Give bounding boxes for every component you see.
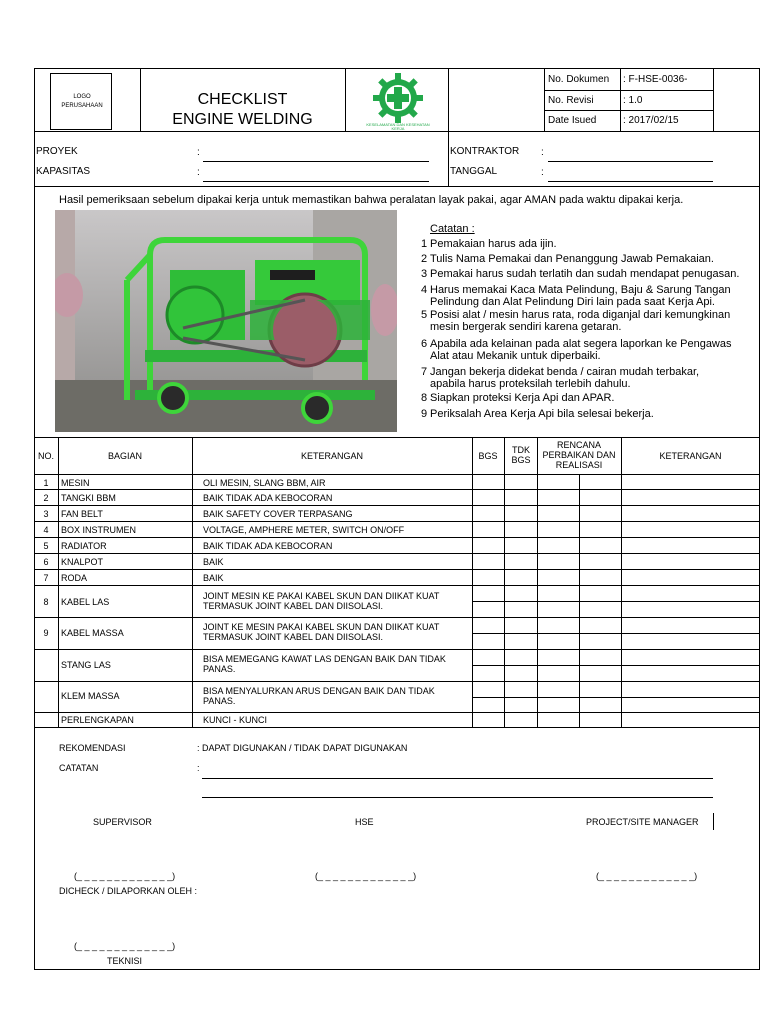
header-rencana: RENCANA PERBAIKAN DAN REALISASI [542,440,616,470]
rekomendasi-label: REKOMENDASI [59,743,126,753]
teknisi-signature[interactable]: (_ _ _ _ _ _ _ _ _ _ _ _ _) [74,941,176,951]
row-keterangan: BISA MENYALURKAN ARUS DENGAN BAIK DAN TIDAK PANAS. [203,686,435,706]
hse-signature[interactable]: (_ _ _ _ _ _ _ _ _ _ _ _ _) [315,871,417,881]
proyek-field[interactable] [203,161,429,162]
proyek-label: PROYEK [36,146,78,157]
catatan-colon: : [197,763,200,773]
row-no: 3 [43,509,49,519]
intro-text: Hasil pemeriksaan sebelum dipakai kerja untuk memastikan bahwa peralatan layak pakai, agar AMAN pada waktu dipakai kerja. [59,194,684,206]
row-bagian: KNALPOT [61,557,104,567]
rekomendasi-options[interactable]: : DAPAT DIGUNAKAN / TIDAK DAPAT DIGUNAKAN [197,743,408,753]
catatan-line-1[interactable] [202,778,713,779]
row-keterangan: JOINT KE MESIN PAKAI KABEL SKUN DAN DIIKAT KUAT TERMASUK JOINT KABEL DAN DIISOLASI. [203,622,440,642]
date-issued-label: Date Isued [548,115,597,126]
doc-number-value: : F-HSE-0036- [623,74,688,85]
note-text: Siapkan proteksi Kerja Api dan APAR. [430,392,615,404]
form-title-line1: CHECKLIST [197,91,288,108]
kapasitas-label: KAPASITAS [36,166,91,177]
revision-label: No. Revisi [548,95,594,106]
row-bagian: KABEL LAS [61,597,110,607]
doc-number-label: No. Dokumen [548,74,610,85]
logo-text: LOGO PERUSAHAAN [61,94,103,109]
row-keterangan: KUNCI - KUNCI [203,715,268,725]
kapasitas-colon: : [197,167,200,178]
emblem-caption: KESELAMATAN DAN KESEHATAN KERJA [366,122,430,131]
note-number: 1 [421,238,428,250]
note-number: 7 [421,366,428,378]
note-item [421,408,737,420]
row-no: 8 [43,597,49,607]
manager-signature[interactable]: (_ _ _ _ _ _ _ _ _ _ _ _ _) [596,871,698,881]
note-number: 3 [421,268,428,280]
row-no: 9 [43,628,49,638]
header-keterangan: KETERANGAN [300,451,363,461]
note-number: 5 [421,309,428,321]
kontraktor-field[interactable] [548,161,713,162]
row-no: 6 [43,557,49,567]
row-keterangan: OLI MESIN, SLANG BBM, AIR [203,478,326,488]
note-number: 6 [421,338,428,350]
kontraktor-label: KONTRAKTOR [450,146,520,157]
note-number: 9 [421,408,428,420]
header-keterangan-2: KETERANGAN [659,451,722,461]
note-text: Periksalah Area Kerja Api bila selesai bekerja. [430,408,654,420]
note-item [421,338,737,362]
note-item [421,268,761,280]
row-bagian: BOX INSTRUMEN [61,525,137,535]
header-bgs: BGS [478,451,498,461]
note-number: 8 [421,392,428,404]
row-no: 2 [43,493,49,503]
row-keterangan: BAIK [203,557,224,567]
note-item [421,392,737,404]
row-no: 5 [43,541,49,551]
row-bagian: FAN BELT [61,509,103,519]
note-text: Jangan bekerja didekat benda / cairan mudah terbakar, apabila harus proteksilah terlebih dahulu. [430,366,700,390]
header-tdk-bgs: TDK BGS [511,445,531,465]
row-keterangan: BAIK TIDAK ADA KEBOCORAN [203,493,333,503]
row-keterangan: JOINT MESIN KE PAKAI KABEL SKUN DAN DIIKAT KUAT TERMASUK JOINT KABEL DAN DIISOLASI. [203,591,440,611]
row-no: 1 [43,478,49,488]
dicheck-label: DICHECK / DILAPORKAN OLEH : [59,886,198,896]
notes-heading: Catatan : [430,223,475,235]
row-no: 4 [43,525,49,535]
proyek-colon: : [197,147,200,158]
row-bagian: PERLENGKAPAN [61,715,134,725]
row-keterangan: BAIK SAFETY COVER TERPASANG [203,509,353,519]
row-bagian: RODA [61,573,88,583]
row-bagian: MESIN [61,478,90,488]
revision-value: : 1.0 [623,95,643,106]
date-issued-value: : 2017/02/15 [623,115,679,126]
tanggal-field[interactable] [548,181,713,182]
supervisor-signature[interactable]: (_ _ _ _ _ _ _ _ _ _ _ _ _) [74,871,176,881]
note-number: 4 [421,284,428,296]
note-item [421,309,737,333]
row-keterangan: BISA MEMEGANG KAWAT LAS DENGAN BAIK DAN TIDAK PANAS. [203,654,446,674]
tanggal-colon: : [541,167,544,178]
row-bagian: STANG LAS [61,660,111,670]
company-logo [50,73,112,130]
hse-label: HSE [355,817,374,827]
note-item [421,253,757,265]
tanggal-label: TANGGAL [450,166,498,177]
manager-label: PROJECT/SITE MANAGER [586,817,699,827]
note-text: Posisi alat / mesin harus rata, roda diganjal dari kemungkinan mesin bergerak sendiri karena getaran. [430,309,731,333]
note-item [421,238,757,250]
note-item [421,284,737,308]
row-keterangan: BAIK TIDAK ADA KEBOCORAN [203,541,333,551]
supervisor-label: SUPERVISOR [93,817,152,827]
row-no: 7 [43,573,49,583]
kontraktor-colon: : [541,147,544,158]
note-number: 2 [421,253,428,265]
header-bagian: BAGIAN [107,451,142,461]
catatan-line-2[interactable] [202,797,713,798]
note-text: Pemakai harus sudah terlatih dan sudah mendapat penugasan. [430,268,740,280]
header-no: NO. [37,451,54,461]
row-bagian: RADIATOR [61,541,107,551]
engine-welding-photo [55,210,397,432]
catatan-label: CATATAN [59,763,99,773]
note-item [421,366,737,390]
kapasitas-field[interactable] [203,181,429,182]
note-text: Pemakaian harus ada ijin. [430,238,557,250]
form-title-line2: ENGINE WELDING [172,111,313,128]
note-text: Tulis Nama Pemakai dan Penanggung Jawab Pemakaian. [430,253,714,265]
row-bagian: KABEL MASSA [61,628,124,638]
row-keterangan: BAIK [203,573,224,583]
row-bagian: KLEM MASSA [61,691,120,701]
k3-gear-cross-icon [372,72,424,124]
note-text: Apabila ada kelainan pada alat segera laporkan ke Pengawas Alat atau Mekanik untuk diperbaiki. [430,338,732,362]
row-keterangan: VOLTAGE, AMPHERE METER, SWITCH ON/OFF [203,525,405,535]
teknisi-label: TEKNISI [107,956,143,966]
note-text: Harus memakai Kaca Mata Pelindung, Baju & Sarung Tangan Pelindung dan Alat Pelindung Diri lain pada saat Kerja Api. [430,284,731,308]
row-bagian: TANGKI BBM [61,493,116,503]
